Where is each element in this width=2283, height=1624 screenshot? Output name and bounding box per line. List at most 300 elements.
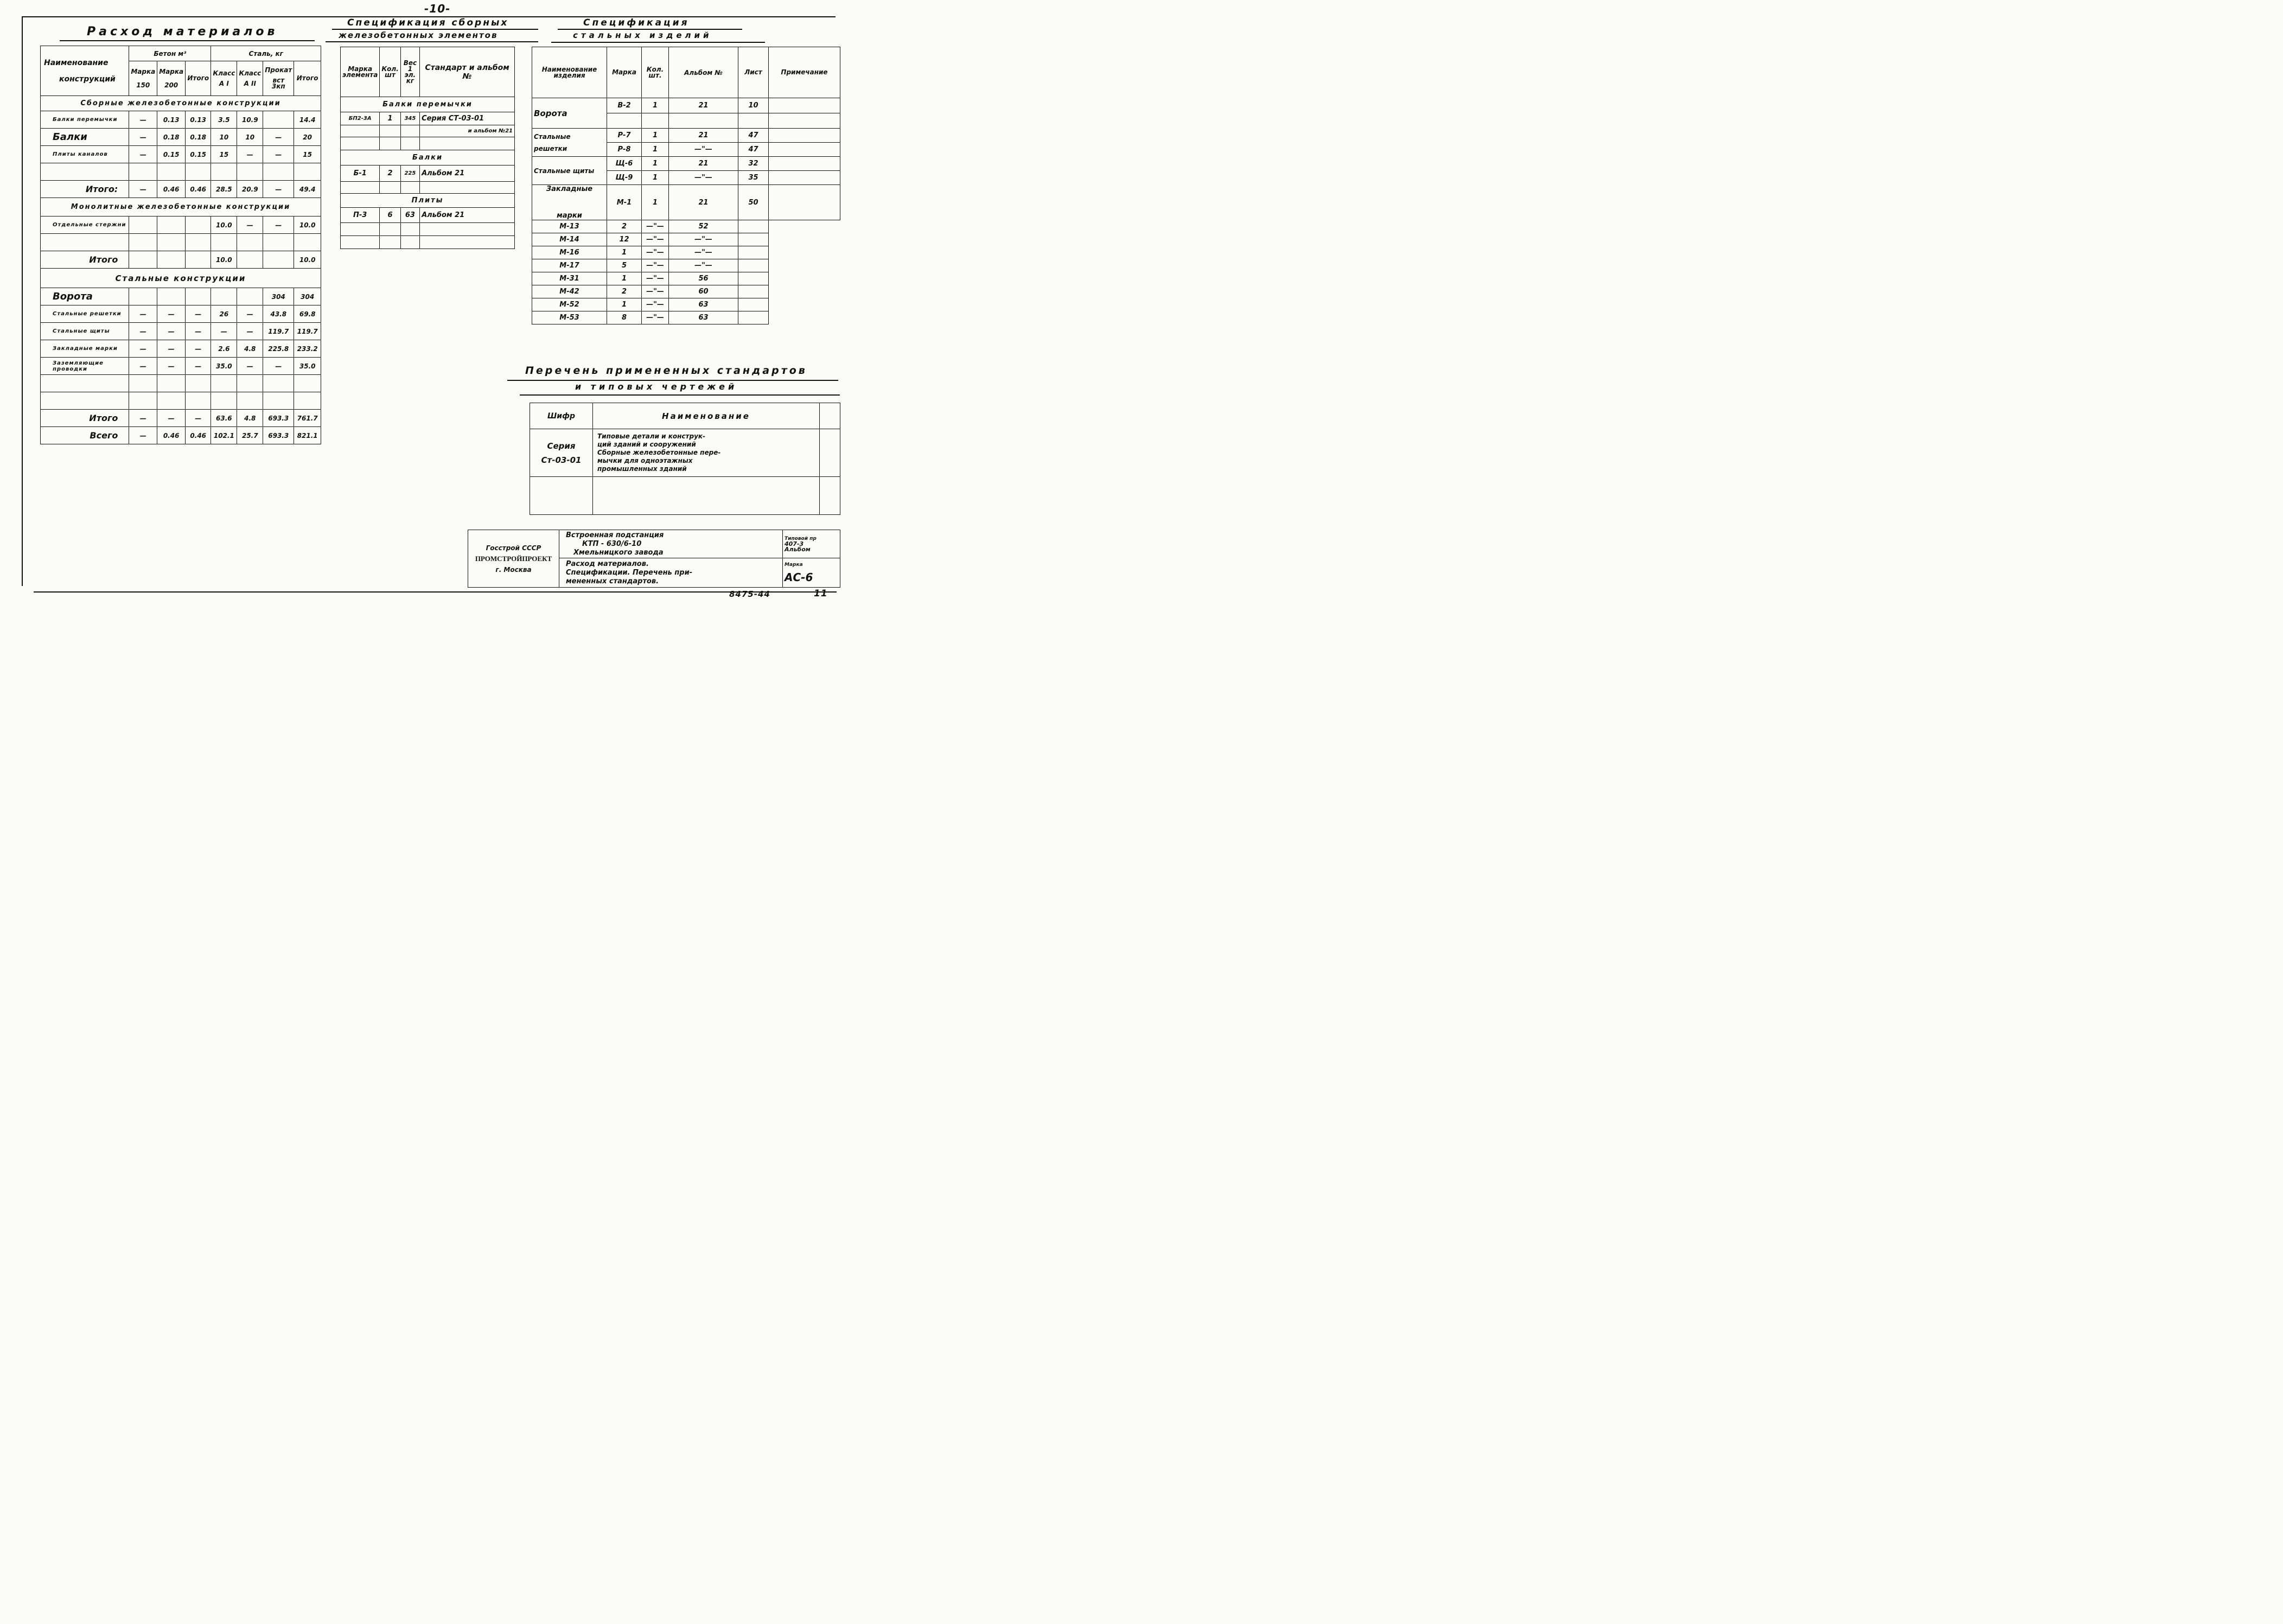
steel-cell: Щ-6 (607, 157, 642, 171)
stamp-type-number: 407-3 (785, 540, 804, 547)
materials-cell (237, 392, 263, 410)
materials-cell: — (129, 305, 157, 323)
materials-cell (211, 163, 237, 181)
materials-header-prokat-value: вст 3кп (271, 77, 285, 90)
stamp-subject-line1: Расход материалов. (566, 559, 649, 568)
precast-title-line1: Спецификация сборных (347, 17, 509, 28)
steel-cell: М-16 (532, 246, 607, 259)
materials-cell (237, 251, 263, 269)
materials-row (41, 340, 321, 358)
materials-cell (157, 163, 186, 181)
materials-row (41, 305, 321, 323)
stamp-mark-label: Марка (785, 562, 803, 568)
precast-header-weight: Вес 1 эл. кг (400, 47, 419, 97)
steel-row (532, 285, 840, 298)
precast-cell: П-3 (341, 208, 380, 223)
precast-cell: Альбом 21 (420, 208, 515, 223)
steel-cell: 1 (607, 246, 642, 259)
materials-cell: 0.13 (186, 111, 211, 129)
steel-cell: 8 (607, 311, 642, 324)
materials-cell: 0.13 (157, 111, 186, 129)
materials-row-name (41, 234, 129, 251)
stamp-title-line1: Встроенная подстанция (566, 531, 664, 539)
materials-header-name-line2: конструкций (59, 74, 116, 84)
materials-cell: — (186, 358, 211, 375)
materials-header-total-concrete: Итого (186, 61, 211, 96)
materials-cell: 0.46 (157, 427, 186, 444)
materials-cell (129, 163, 157, 181)
steel-header-mark: Марка (607, 47, 642, 98)
materials-cell (263, 234, 294, 251)
materials-cell: — (129, 111, 157, 129)
steel-cell: М-53 (532, 311, 607, 324)
materials-cell: 2.6 (211, 340, 237, 358)
steel-note-cell (738, 233, 769, 246)
steel-title-line1: Спецификация (583, 17, 690, 28)
steel-title-underline2 (551, 42, 765, 43)
materials-cell (237, 234, 263, 251)
precast-title-underline2 (326, 41, 538, 42)
materials-cell: 821.1 (294, 427, 321, 444)
materials-cell: 0.18 (157, 129, 186, 146)
materials-cell (211, 392, 237, 410)
steel-title-line2: стальных изделий (573, 30, 712, 40)
materials-cell: — (157, 358, 186, 375)
steel-note-cell (738, 298, 769, 311)
steel-row (532, 259, 840, 272)
steel-group-embedded-line2: марки (557, 212, 582, 220)
materials-rows-monolithic (41, 216, 321, 269)
steel-cell: 12 (607, 233, 642, 246)
steel-cell: М-1 (607, 185, 642, 220)
steel-cell: В-2 (607, 98, 642, 113)
steel-cell: 63 (669, 298, 738, 311)
materials-cell: 10.0 (294, 251, 321, 269)
page-number: -10- (424, 2, 451, 15)
steel-cell: 32 (738, 157, 769, 171)
steel-cell: 2 (607, 285, 642, 298)
materials-cell: 304 (263, 288, 294, 305)
materials-row-name: Балки (41, 129, 129, 146)
materials-cell (186, 375, 211, 392)
materials-header-total-steel: Итого (294, 61, 321, 96)
materials-header-prokat-label: Прокат (265, 66, 292, 74)
steel-cell: 52 (669, 220, 738, 233)
steel-cell: 50 (738, 185, 769, 220)
materials-cell (186, 392, 211, 410)
standards-desc-line2: ций зданий и сооружений (597, 441, 696, 448)
steel-cell: 21 (669, 185, 738, 220)
steel-cell: 1 (642, 185, 669, 220)
steel-row (532, 298, 840, 311)
materials-cell (129, 251, 157, 269)
materials-cell (186, 251, 211, 269)
steel-cell: 56 (669, 272, 738, 285)
materials-row (41, 163, 321, 181)
precast-header-qty: Кол. шт (380, 47, 400, 97)
steel-cell: 1 (607, 298, 642, 311)
stamp-subject-line2: Спецификации. Перечень при- (566, 568, 693, 577)
materials-cell (186, 234, 211, 251)
materials-cell (263, 375, 294, 392)
materials-section-precast: Сборные железобетонные конструкции (41, 96, 321, 111)
steel-header-sheet: Лист (738, 47, 769, 98)
steel-cell: —"— (642, 259, 669, 272)
materials-cell (211, 288, 237, 305)
steel-cell: —"— (642, 285, 669, 298)
materials-row-name: Стальные решетки (41, 305, 129, 323)
footer-sheet-number: 11 (814, 588, 828, 599)
materials-header-concrete: Бетон м³ (129, 46, 211, 61)
steel-cell: М-31 (532, 272, 607, 285)
materials-cell: 10.0 (211, 251, 237, 269)
materials-row (41, 288, 321, 305)
steel-cell: М-52 (532, 298, 607, 311)
materials-cell: 14.4 (294, 111, 321, 129)
steel-cell: М-42 (532, 285, 607, 298)
materials-cell: — (129, 323, 157, 340)
stamp-type-label: Типовой пр (785, 536, 817, 542)
standards-title-line2: и типовых чертежей (575, 381, 738, 392)
materials-cell: 25.7 (237, 427, 263, 444)
steel-note-cell (738, 272, 769, 285)
materials-cell (294, 234, 321, 251)
materials-cell: — (129, 340, 157, 358)
materials-rows-steel (41, 288, 321, 444)
materials-cell: 0.46 (157, 181, 186, 198)
steel-cell: —"— (669, 246, 738, 259)
steel-cell: М-17 (532, 259, 607, 272)
materials-section-steel: Стальные конструкции (41, 269, 321, 288)
materials-cell: 0.15 (186, 146, 211, 163)
precast-cell: Серия СТ-03-01 (420, 112, 515, 125)
materials-cell: 119.7 (263, 323, 294, 340)
materials-header-m200-label: Марка (159, 67, 184, 75)
materials-cell: 3.5 (211, 111, 237, 129)
materials-row (41, 323, 321, 340)
steel-cell: 60 (669, 285, 738, 298)
materials-cell: 43.8 (263, 305, 294, 323)
precast-cell: Б-1 (341, 165, 380, 182)
materials-cell: — (157, 305, 186, 323)
materials-header-m150-label: Марка (131, 67, 156, 75)
steel-cell: Р-7 (607, 129, 642, 143)
steel-cell: 10 (738, 98, 769, 113)
materials-cell (186, 216, 211, 234)
materials-cell (157, 216, 186, 234)
materials-header-steel: Сталь, кг (211, 46, 321, 61)
materials-cell: 693.3 (263, 427, 294, 444)
standards-header-name: Наименование (593, 403, 820, 429)
precast-cell: 63 (400, 208, 419, 223)
steel-cell: 1 (642, 98, 669, 113)
standards-code-series: Серия (547, 441, 576, 451)
materials-row (41, 146, 321, 163)
precast-cell: 345 (400, 112, 419, 125)
materials-cell: 761.7 (294, 410, 321, 427)
materials-row-name: Итого: (41, 181, 129, 198)
materials-cell: 304 (294, 288, 321, 305)
materials-section-monolithic: Монолитные железобетонные конструкции (41, 198, 321, 216)
precast-table (340, 47, 515, 249)
stamp-title-line3: Хмельницкого завода (573, 548, 664, 557)
materials-row-name: Отдельные стержни (41, 216, 129, 234)
materials-cell: — (129, 410, 157, 427)
standards-desc-line5: промышленных зданий (597, 465, 687, 473)
materials-cell (263, 392, 294, 410)
materials-cell: — (237, 323, 263, 340)
materials-row (41, 392, 321, 410)
materials-header-aii-value: A II (244, 79, 256, 87)
stamp-org-institute: ПРОМСТРОЙПРОЕКТ (475, 554, 552, 563)
materials-cell: — (263, 216, 294, 234)
materials-row (41, 251, 321, 269)
stamp-mark-value: АС-6 (785, 570, 813, 584)
steel-cell: 5 (607, 259, 642, 272)
materials-cell (263, 251, 294, 269)
materials-cell: 20 (294, 129, 321, 146)
materials-cell: — (211, 323, 237, 340)
materials-row-name: Итого (41, 410, 129, 427)
frame-left-line (22, 16, 23, 586)
standards-title-underline1 (507, 380, 838, 381)
materials-cell (129, 392, 157, 410)
materials-cell: 225.8 (263, 340, 294, 358)
materials-cell: 28.5 (211, 181, 237, 198)
footer-drawing-number: 8475-44 (729, 589, 770, 599)
standards-desc-line1: Типовые детали и конструк- (597, 432, 706, 440)
materials-cell: 233.2 (294, 340, 321, 358)
materials-row (41, 234, 321, 251)
steel-cell: 1 (607, 272, 642, 285)
materials-cell: 63.6 (211, 410, 237, 427)
materials-cell: — (237, 358, 263, 375)
materials-table (40, 46, 321, 444)
steel-cell: Щ-9 (607, 171, 642, 185)
materials-cell: 15 (211, 146, 237, 163)
materials-cell: 10 (237, 129, 263, 146)
materials-title: Расход материалов (87, 25, 278, 39)
materials-header-m150-value: 150 (136, 81, 150, 89)
materials-cell: 69.8 (294, 305, 321, 323)
steel-rows-embedded (532, 220, 840, 324)
materials-cell (237, 375, 263, 392)
steel-note-cell (738, 311, 769, 324)
materials-cell: 0.15 (157, 146, 186, 163)
precast-cell: 225 (400, 165, 419, 182)
materials-cell (186, 163, 211, 181)
materials-row (41, 358, 321, 375)
steel-cell: 21 (669, 129, 738, 143)
materials-cell (237, 288, 263, 305)
stamp-org-ministry: Госстрой СССР (486, 544, 541, 552)
materials-cell: — (129, 146, 157, 163)
materials-cell: 4.8 (237, 340, 263, 358)
standards-code-number: Ст-03-01 (541, 455, 582, 465)
stamp-org-city: г. Москва (495, 565, 532, 574)
stamp-title-line2: КТП - 630/6-10 (582, 539, 642, 548)
materials-cell: — (237, 305, 263, 323)
steel-cell: —"— (669, 233, 738, 246)
materials-cell (294, 163, 321, 181)
steel-cell: 47 (738, 129, 769, 143)
steel-cell: —"— (669, 259, 738, 272)
materials-row (41, 410, 321, 427)
materials-cell: 10.0 (211, 216, 237, 234)
materials-cell: 35.0 (211, 358, 237, 375)
steel-cell: 1 (642, 129, 669, 143)
materials-cell (129, 288, 157, 305)
steel-group-shields: Стальные щиты (532, 157, 607, 185)
steel-cell: —"— (642, 233, 669, 246)
materials-cell: — (129, 358, 157, 375)
materials-cell: — (237, 146, 263, 163)
materials-cell: — (263, 129, 294, 146)
materials-cell (157, 375, 186, 392)
steel-cell: —"— (669, 171, 738, 185)
materials-cell: — (263, 146, 294, 163)
steel-note-cell (738, 285, 769, 298)
steel-row (532, 311, 840, 324)
materials-cell (211, 375, 237, 392)
precast-group-lintels: Балки перемычки (341, 97, 515, 112)
stamp-subject-line3: мененных стандартов. (566, 577, 659, 585)
materials-cell: 15 (294, 146, 321, 163)
materials-cell: — (186, 323, 211, 340)
precast-header-standard: Стандарт и альбом № (420, 47, 515, 97)
precast-header-mark: Марка элемента (341, 47, 380, 97)
materials-cell: — (263, 358, 294, 375)
stamp-album-label: Альбом (785, 545, 811, 553)
materials-cell (211, 234, 237, 251)
materials-cell: — (129, 427, 157, 444)
steel-group-gates: Ворота (532, 98, 607, 129)
materials-row-name: Всего (41, 427, 129, 444)
steel-row (532, 246, 840, 259)
materials-row-name: Ворота (41, 288, 129, 305)
steel-note-cell (738, 259, 769, 272)
precast-title-line2: железобетонных элементов (339, 30, 498, 40)
materials-row-name (41, 392, 129, 410)
steel-header-album: Альбом № (669, 47, 738, 98)
standards-desc-line4: мычки для одноэтажных (597, 457, 693, 464)
materials-cell (129, 234, 157, 251)
materials-cell (157, 251, 186, 269)
steel-row (532, 272, 840, 285)
steel-group-embedded-line1: Закладные (546, 185, 593, 193)
standards-title-underline2 (520, 394, 840, 396)
steel-cell: —"— (642, 220, 669, 233)
steel-cell: —"— (642, 311, 669, 324)
materials-header-name-line1: Наименование (44, 58, 109, 67)
materials-row-name: Плиты каналов (41, 146, 129, 163)
materials-cell (294, 392, 321, 410)
steel-cell: —"— (642, 246, 669, 259)
standards-title-line1: Перечень примененных стандартов (525, 365, 807, 377)
materials-cell: 4.8 (237, 410, 263, 427)
precast-cell: 2 (380, 165, 400, 182)
materials-header-m200-value: 200 (164, 81, 178, 89)
materials-cell (294, 375, 321, 392)
materials-cell (129, 216, 157, 234)
precast-cell: БП2-3А (341, 112, 380, 125)
materials-cell (157, 288, 186, 305)
materials-cell: 693.3 (263, 410, 294, 427)
materials-cell (237, 163, 263, 181)
materials-cell: — (263, 181, 294, 198)
steel-cell: М-13 (532, 220, 607, 233)
steel-title-underline1 (558, 29, 742, 30)
steel-cell: М-14 (532, 233, 607, 246)
materials-cell: — (129, 181, 157, 198)
materials-header-aii-label: Класс (239, 69, 262, 77)
materials-cell (263, 111, 294, 129)
steel-cell: 35 (738, 171, 769, 185)
materials-row-name (41, 375, 129, 392)
steel-header-qty: Кол. шт. (642, 47, 669, 98)
steel-cell: 21 (669, 157, 738, 171)
steel-cell: 1 (642, 143, 669, 157)
steel-cell: —"— (642, 272, 669, 285)
materials-rows-precast (41, 111, 321, 198)
steel-cell: —"— (642, 298, 669, 311)
frame-bottom-line (34, 591, 837, 593)
materials-cell: — (186, 305, 211, 323)
materials-row-name: Заземляющие проводки (41, 358, 129, 375)
precast-cell: Альбом 21 (420, 165, 515, 182)
steel-row (532, 220, 840, 233)
materials-cell (157, 392, 186, 410)
materials-row-name: Закладные марки (41, 340, 129, 358)
materials-cell: — (157, 323, 186, 340)
standards-table (530, 403, 840, 515)
materials-header-ai-value: A I (219, 79, 229, 87)
steel-note-cell (738, 220, 769, 233)
steel-cell: 63 (669, 311, 738, 324)
materials-cell: 0.46 (186, 427, 211, 444)
materials-cell: 102.1 (211, 427, 237, 444)
materials-cell (263, 163, 294, 181)
steel-table (532, 47, 840, 324)
materials-cell: — (129, 129, 157, 146)
materials-row (41, 111, 321, 129)
materials-cell: — (186, 410, 211, 427)
materials-row-name: Балки перемычки (41, 111, 129, 129)
materials-cell: 35.0 (294, 358, 321, 375)
steel-cell: 2 (607, 220, 642, 233)
precast-title-underline1 (332, 29, 538, 30)
materials-title-underline (60, 40, 315, 41)
materials-cell: 0.46 (186, 181, 211, 198)
materials-row-name: Итого (41, 251, 129, 269)
materials-cell: 20.9 (237, 181, 263, 198)
materials-cell: 119.7 (294, 323, 321, 340)
steel-note-cell (738, 246, 769, 259)
standards-desc-line3: Сборные железобетонные пере- (597, 449, 721, 456)
precast-cell: 1 (380, 112, 400, 125)
precast-cell-album: и альбом №21 (420, 125, 515, 137)
precast-cell: 6 (380, 208, 400, 223)
precast-group-beams: Балки (341, 150, 515, 165)
materials-cell: — (186, 340, 211, 358)
steel-cell: —"— (669, 143, 738, 157)
materials-row (41, 427, 321, 444)
materials-cell: 26 (211, 305, 237, 323)
materials-cell (186, 288, 211, 305)
steel-cell: Р-8 (607, 143, 642, 157)
materials-cell: 10 (211, 129, 237, 146)
materials-cell: 10.9 (237, 111, 263, 129)
